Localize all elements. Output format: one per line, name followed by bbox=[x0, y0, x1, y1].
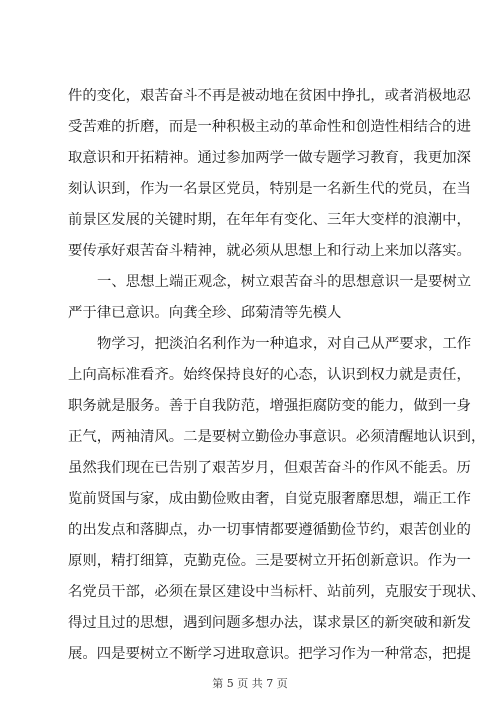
body-line: 件的变化，艰苦奋斗不再是被动地在贫困中挣扎，或者消极地忍 bbox=[68, 88, 471, 104]
body-line: 原则，精打细算，克勤克俭。三是要树立开拓创新意识。作为一 bbox=[68, 553, 471, 569]
section-heading-line: 严于律已意识。向龚全珍、邱菊清等先模人 bbox=[68, 305, 342, 321]
body-line: 职务就是服务。善于自我防范，增强拒腐防变的能力，做到一身 bbox=[68, 398, 471, 414]
body-line: 要传承好艰苦奋斗精神，就必须从思想上和行动上来加以落实。 bbox=[68, 243, 471, 259]
page-number-footer: 第 5 页 共 7 页 bbox=[212, 677, 288, 690]
body-line: 正气，两袖清风。二是要树立勤俭办事意识。必须清醒地认识到， bbox=[68, 429, 486, 445]
body-line: 展。四是要树立不断学习进取意识。把学习作为一种常态，把提 bbox=[68, 646, 471, 662]
body-line: 取意识和开拓精神。通过参加两学一做专题学习教育，我更加深 bbox=[68, 150, 471, 166]
body-line: 受苦难的折磨，而是一种积极主动的革命性和创造性相结合的进 bbox=[68, 119, 471, 135]
section-heading-line: 一、思想上端正观念，树立艰苦奋斗的思想意识一是要树立 bbox=[97, 274, 472, 290]
body-line: 得过且过的思想，遇到问题多想办法，谋求景区的新突破和新发 bbox=[68, 615, 471, 631]
body-line: 虽然我们现在已告别了艰苦岁月，但艰苦奋斗的作风不能丢。历 bbox=[68, 460, 471, 476]
body-line: 的出发点和落脚点，办一切事情都要遵循勤俭节约，艰苦创业的 bbox=[68, 522, 471, 538]
body-line: 览前贤国与家，成由勤俭败由奢，自觉克服奢靡思想，端正工作 bbox=[68, 491, 471, 507]
body-line: 上向高标准看齐。始终保持良好的心态，认识到权力就是责任， bbox=[68, 367, 471, 383]
body-line: 名党员干部，必须在景区建设中当标杆、站前列，克服安于现状、 bbox=[68, 584, 486, 600]
body-line: 物学习，把淡泊名利作为一种追求，对自己从严要求，工作 bbox=[97, 336, 472, 352]
body-line: 刻认识到，作为一名景区党员，特别是一名新生代的党员，在当 bbox=[68, 181, 471, 197]
body-line: 前景区发展的关键时期，在年年有变化、三年大变样的浪潮中， bbox=[68, 212, 471, 228]
